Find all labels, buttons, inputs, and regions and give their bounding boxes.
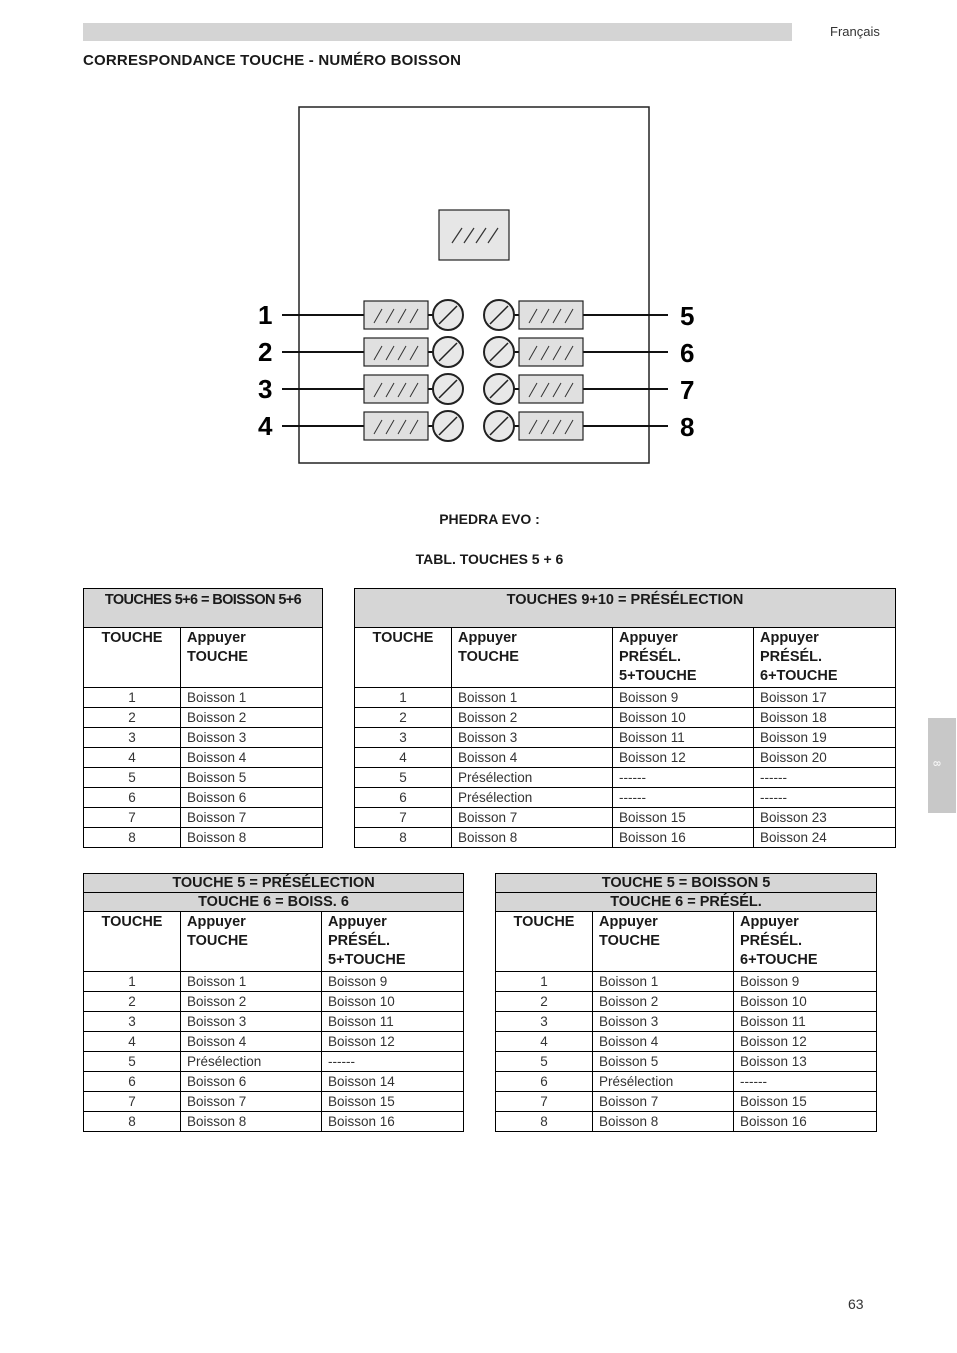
boisson-cell: Boisson 6 bbox=[181, 788, 323, 808]
table-row bbox=[84, 1092, 464, 1112]
boisson-cell: Boisson 2 bbox=[181, 992, 322, 1012]
table-row bbox=[84, 1052, 464, 1072]
table-row bbox=[84, 1072, 464, 1092]
boisson-cell: Boisson 2 bbox=[593, 992, 734, 1012]
boisson-cell: Boisson 1 bbox=[452, 688, 613, 708]
table-title: TABL. TOUCHES 5 + 6 bbox=[415, 551, 564, 567]
touche-number-cell: 8 bbox=[496, 1112, 593, 1132]
table-row bbox=[496, 1052, 877, 1072]
table-row bbox=[355, 808, 896, 828]
button-number: 5 bbox=[680, 301, 695, 331]
header-appuyer-touche: Appuyer TOUCHE bbox=[593, 912, 734, 972]
boisson-cell: Boisson 2 bbox=[452, 708, 613, 728]
button-label-box bbox=[364, 375, 428, 403]
touche-number-cell: 1 bbox=[496, 972, 593, 992]
touche-number-cell: 4 bbox=[84, 1032, 181, 1052]
boisson-cell: Présélection bbox=[181, 1052, 322, 1072]
touche-number-cell: 7 bbox=[84, 808, 181, 828]
left-button-numbers bbox=[258, 300, 273, 441]
touche-number-cell: 7 bbox=[496, 1092, 593, 1112]
touche-number-cell: 4 bbox=[355, 748, 452, 768]
boisson-cell: Boisson 11 bbox=[734, 1012, 877, 1032]
touche-number-cell: 5 bbox=[355, 768, 452, 788]
table-touche6-preselection bbox=[495, 873, 877, 1132]
boisson-cell: ------ bbox=[754, 788, 896, 808]
touche-number-cell: 2 bbox=[355, 708, 452, 728]
table-row bbox=[84, 1112, 464, 1132]
button-label-box bbox=[364, 301, 428, 329]
header-appuyer-touche bbox=[181, 628, 323, 688]
boisson-cell: Boisson 8 bbox=[452, 828, 613, 848]
boisson-cell: Boisson 8 bbox=[593, 1112, 734, 1132]
touche-number-cell: 3 bbox=[84, 728, 181, 748]
touche-number-cell: 6 bbox=[84, 788, 181, 808]
boisson-cell: Boisson 1 bbox=[181, 688, 323, 708]
table-row bbox=[496, 972, 877, 992]
touche-number-cell: 8 bbox=[84, 1112, 181, 1132]
section-title: CORRESPONDANCE TOUCHE - NUMÉRO BOISSON bbox=[83, 52, 462, 69]
boisson-cell: Boisson 13 bbox=[734, 1052, 877, 1072]
boisson-cell: ------ bbox=[734, 1072, 877, 1092]
boisson-cell: Boisson 15 bbox=[734, 1092, 877, 1112]
touche-number-cell: 1 bbox=[84, 972, 181, 992]
touche-number-cell: 3 bbox=[496, 1012, 593, 1032]
table-touches-5-6 bbox=[83, 588, 323, 848]
touche-number-cell: 1 bbox=[84, 688, 181, 708]
header-line: Appuyer bbox=[187, 630, 246, 646]
button-number: 8 bbox=[680, 412, 695, 442]
boisson-cell: Boisson 4 bbox=[181, 748, 323, 768]
touche-number-cell: 2 bbox=[496, 992, 593, 1012]
header-appuyer-touche: Appuyer TOUCHE bbox=[452, 628, 613, 688]
boisson-cell: Boisson 16 bbox=[322, 1112, 464, 1132]
header-presel-5: Appuyer PRÉSÉL. 5+TOUCHE bbox=[322, 912, 464, 972]
table-row bbox=[355, 788, 896, 808]
touche-number-cell: 7 bbox=[84, 1092, 181, 1112]
table-row bbox=[84, 992, 464, 1012]
boisson-cell: Boisson 10 bbox=[613, 708, 754, 728]
boisson-cell: Boisson 6 bbox=[181, 1072, 322, 1092]
table-row bbox=[84, 808, 323, 828]
boisson-cell: Boisson 19 bbox=[754, 728, 896, 748]
header-appuyer-touche: Appuyer TOUCHE bbox=[181, 912, 322, 972]
boisson-cell: Boisson 7 bbox=[181, 1092, 322, 1112]
table-row bbox=[84, 1012, 464, 1032]
boisson-cell: Boisson 4 bbox=[452, 748, 613, 768]
touche-number-cell: 4 bbox=[84, 748, 181, 768]
boisson-cell: Boisson 20 bbox=[754, 748, 896, 768]
table-row bbox=[496, 992, 877, 1012]
button-number: 6 bbox=[680, 338, 695, 368]
boisson-cell: Boisson 12 bbox=[734, 1032, 877, 1052]
table-row bbox=[355, 748, 896, 768]
button-label-box bbox=[519, 412, 583, 440]
boisson-cell: Présélection bbox=[452, 788, 613, 808]
boisson-cell: Boisson 7 bbox=[593, 1092, 734, 1112]
button-label-box bbox=[519, 338, 583, 366]
table-row bbox=[355, 828, 896, 848]
table-row bbox=[84, 828, 323, 848]
button-label-box bbox=[519, 375, 583, 403]
touche-number-cell: 7 bbox=[355, 808, 452, 828]
touche-number-cell: 4 bbox=[496, 1032, 593, 1052]
table-row bbox=[496, 1032, 877, 1052]
boisson-cell: Boisson 10 bbox=[734, 992, 877, 1012]
touche-number-cell: 8 bbox=[84, 828, 181, 848]
boisson-cell: Boisson 1 bbox=[181, 972, 322, 992]
boisson-cell: Boisson 11 bbox=[322, 1012, 464, 1032]
header-touche: TOUCHE bbox=[84, 912, 181, 972]
boisson-cell: Boisson 16 bbox=[734, 1112, 877, 1132]
header-touche: TOUCHE bbox=[496, 912, 593, 972]
boisson-cell: Boisson 7 bbox=[452, 808, 613, 828]
boisson-cell: ------ bbox=[613, 768, 754, 788]
header-presel-6: Appuyer PRÉSÉL. 6+TOUCHE bbox=[754, 628, 896, 688]
table-row bbox=[496, 1012, 877, 1032]
table-row bbox=[496, 1072, 877, 1092]
boisson-cell: Boisson 8 bbox=[181, 828, 323, 848]
boisson-cell: Boisson 14 bbox=[322, 1072, 464, 1092]
table-row bbox=[84, 1032, 464, 1052]
boisson-cell: Boisson 9 bbox=[613, 688, 754, 708]
table-row bbox=[84, 972, 464, 992]
table-row bbox=[355, 728, 896, 748]
boisson-cell: Boisson 12 bbox=[613, 748, 754, 768]
boisson-cell: Boisson 5 bbox=[181, 768, 323, 788]
table-touches-9-10 bbox=[354, 588, 896, 848]
boisson-cell: Boisson 8 bbox=[181, 1112, 322, 1132]
touche-number-cell: 8 bbox=[355, 828, 452, 848]
boisson-cell: Boisson 18 bbox=[754, 708, 896, 728]
table-row bbox=[355, 708, 896, 728]
header-touche: TOUCHE bbox=[355, 628, 452, 688]
boisson-cell: Boisson 10 bbox=[322, 992, 464, 1012]
display-screen bbox=[439, 210, 509, 260]
panel-outline bbox=[299, 107, 649, 463]
boisson-cell: ------ bbox=[322, 1052, 464, 1072]
boisson-cell: Boisson 9 bbox=[734, 972, 877, 992]
table-touche5-preselection bbox=[83, 873, 464, 1132]
boisson-cell: Boisson 3 bbox=[181, 1012, 322, 1032]
header-presel-6: Appuyer PRÉSÉL. 6+TOUCHE bbox=[734, 912, 877, 972]
chapter-tab bbox=[928, 718, 956, 813]
button-number: 4 bbox=[258, 411, 273, 441]
boisson-cell: Boisson 15 bbox=[322, 1092, 464, 1112]
button-label-box bbox=[364, 338, 428, 366]
table-title-line-2: TOUCHE 6 = PRÉSÉL. bbox=[496, 893, 877, 912]
boisson-cell: Boisson 9 bbox=[322, 972, 464, 992]
touche-number-cell: 5 bbox=[84, 1052, 181, 1072]
boisson-cell: Présélection bbox=[452, 768, 613, 788]
boisson-cell: Boisson 3 bbox=[593, 1012, 734, 1032]
chapter-tab-label: 8 bbox=[930, 760, 942, 767]
boisson-cell: ------ bbox=[613, 788, 754, 808]
table-title-line-1: TOUCHE 5 = BOISSON 5 bbox=[496, 874, 877, 893]
boisson-cell: ------ bbox=[754, 768, 896, 788]
touche-number-cell: 5 bbox=[496, 1052, 593, 1072]
boisson-cell: Boisson 24 bbox=[754, 828, 896, 848]
boisson-cell: Boisson 23 bbox=[754, 808, 896, 828]
table-row bbox=[84, 688, 323, 708]
button-label-box bbox=[519, 301, 583, 329]
table-row bbox=[84, 748, 323, 768]
boisson-cell: Boisson 1 bbox=[593, 972, 734, 992]
table-title-cell: TOUCHES 5+6 = BOISSON 5+6 bbox=[84, 589, 323, 628]
table-title-cell: TOUCHES 9+10 = PRÉSÉLECTION bbox=[355, 589, 896, 628]
table-row bbox=[84, 788, 323, 808]
boisson-cell: Boisson 3 bbox=[452, 728, 613, 748]
boisson-cell: Boisson 12 bbox=[322, 1032, 464, 1052]
boisson-cell: Boisson 2 bbox=[181, 708, 323, 728]
page-number: 63 bbox=[848, 1296, 864, 1312]
table-row bbox=[496, 1092, 877, 1112]
machine-title: PHEDRA EVO : bbox=[439, 511, 540, 527]
touche-number-cell: 2 bbox=[84, 708, 181, 728]
boisson-cell: Boisson 4 bbox=[181, 1032, 322, 1052]
header-bar bbox=[83, 23, 792, 41]
boisson-cell: Boisson 17 bbox=[754, 688, 896, 708]
table-row bbox=[355, 688, 896, 708]
touche-number-cell: 1 bbox=[355, 688, 452, 708]
machine-panel-diagram bbox=[240, 100, 710, 470]
touche-number-cell: 6 bbox=[355, 788, 452, 808]
right-button-numbers bbox=[680, 301, 694, 442]
touche-number-cell: 6 bbox=[496, 1072, 593, 1092]
table-row bbox=[84, 708, 323, 728]
table-row bbox=[496, 1112, 877, 1132]
boisson-cell: Présélection bbox=[593, 1072, 734, 1092]
touche-number-cell: 3 bbox=[355, 728, 452, 748]
header-touche: TOUCHE bbox=[84, 628, 181, 688]
table-row bbox=[355, 768, 896, 788]
touche-number-cell: 5 bbox=[84, 768, 181, 788]
touche-number-cell: 6 bbox=[84, 1072, 181, 1092]
boisson-cell: Boisson 5 bbox=[593, 1052, 734, 1072]
boisson-cell: Boisson 7 bbox=[181, 808, 323, 828]
table-row bbox=[84, 728, 323, 748]
boisson-cell: Boisson 16 bbox=[613, 828, 754, 848]
header-line: TOUCHE bbox=[187, 649, 248, 665]
boisson-cell: Boisson 3 bbox=[181, 728, 323, 748]
touche-number-cell: 2 bbox=[84, 992, 181, 1012]
boisson-cell: Boisson 11 bbox=[613, 728, 754, 748]
table-title-line-1: TOUCHE 5 = PRÉSÉLECTION bbox=[84, 874, 464, 893]
language-label: Français bbox=[830, 24, 880, 39]
button-label-box bbox=[364, 412, 428, 440]
button-number: 7 bbox=[680, 375, 695, 405]
button-number: 2 bbox=[258, 337, 273, 367]
table-title-line-2: TOUCHE 6 = BOISS. 6 bbox=[84, 893, 464, 912]
button-number: 1 bbox=[258, 300, 273, 330]
boisson-cell: Boisson 4 bbox=[593, 1032, 734, 1052]
table-row bbox=[84, 768, 323, 788]
touche-number-cell: 3 bbox=[84, 1012, 181, 1032]
boisson-cell: Boisson 15 bbox=[613, 808, 754, 828]
header-presel-5: Appuyer PRÉSÉL. 5+TOUCHE bbox=[613, 628, 754, 688]
button-number: 3 bbox=[258, 374, 273, 404]
